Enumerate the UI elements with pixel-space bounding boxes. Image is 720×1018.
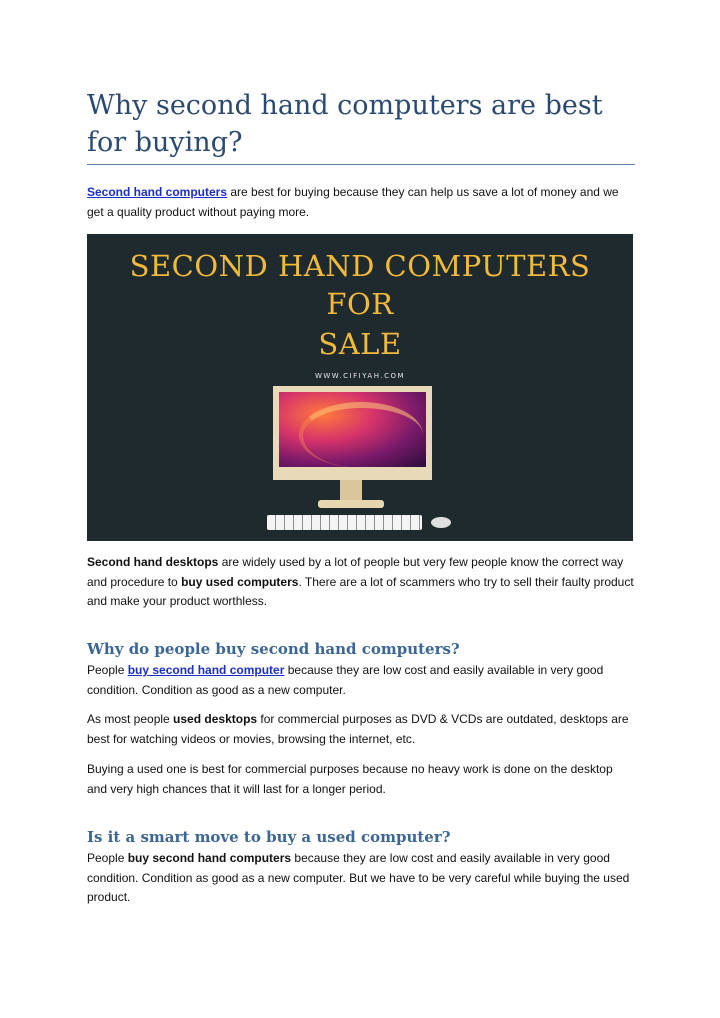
monitor-base: [318, 500, 384, 508]
monitor-illustration: [273, 386, 432, 480]
intro-paragraph: [87, 183, 635, 222]
section-heading-smart-move: Is it a smart move to buy a used computer?: [87, 828, 451, 846]
banner-line-1: SECOND HAND COMPUTERS: [129, 249, 591, 283]
monitor-screen: [279, 392, 426, 467]
page-title: Why second hand computers are best for buying?: [87, 90, 603, 158]
second-hand-computers-link[interactable]: Second hand computers: [87, 185, 228, 199]
mouse-illustration: [431, 517, 451, 528]
paragraph-desktops: Second hand desktops are widely used by a lot of people but very few people know the correct way and procedure to buy used computers. There are a lot of scammers who try to sell their faulty product and make your product worthless.: [87, 555, 634, 608]
section-heading-why: Why do people buy second hand computers?: [87, 640, 460, 658]
intro-text: are best for buying because they can help us save a lot of money and we get a quality product without paying more.: [87, 185, 619, 219]
section1-paragraph-1: People buy second hand computer because they are low cost and easily available in very good condition. Condition as good as a new computer.: [87, 663, 604, 697]
banner-line-2: FOR: [326, 287, 394, 321]
keyboard-illustration: [267, 515, 422, 530]
title-divider: [87, 164, 635, 165]
banner-image: [87, 234, 633, 541]
banner-url: WWW.CIFIYAH.COM: [314, 372, 406, 380]
section1-paragraph-3: Buying a used one is best for commercial purposes because no heavy work is done on the desktop and very high chances that it will last for a longer period.: [87, 762, 613, 796]
section2-paragraph-1: People buy second hand computers because they are low cost and easily available in very good condition. Condition as good as a new computer. But we have to be very careful while buying the used product.: [87, 851, 630, 904]
banner-line-3: SALE: [318, 327, 402, 361]
section1-paragraph-2: As most people used desktops for commercial purposes as DVD & VCDs are outdated, desktops are best for watching videos or movies, browsing the internet, etc.: [87, 712, 629, 746]
monitor-stand: [340, 480, 362, 502]
buy-second-hand-computer-link[interactable]: buy second hand computer: [127, 663, 285, 677]
